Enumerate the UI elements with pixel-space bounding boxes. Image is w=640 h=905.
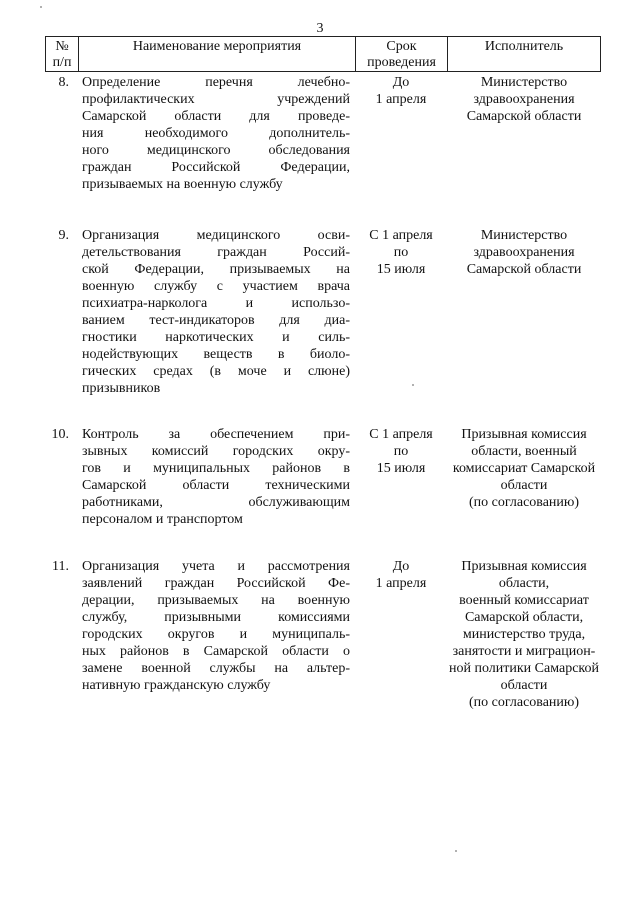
row-executor-line: области [500,478,548,493]
row-num: 9. [58,228,69,243]
row-name-line: ния необходимого дополнитель- [82,126,350,141]
row-name [82,74,350,193]
row-num: 8. [58,75,69,90]
row-name [82,227,350,397]
row-name-line: ного медицинского обследования [82,143,350,158]
row-name-line: призывников [82,381,161,396]
row-name-line: нодействующих веществ в биоло- [82,347,350,362]
row-name-line: детельствования граждан Россий- [82,245,350,260]
row-executor-line: области [500,678,548,693]
row-executor-line: Призывная комиссия [461,559,587,574]
row-term [355,558,447,592]
row-name-line: Самарской области техническими [82,478,350,493]
row-name-line: Самарской области для проведе- [82,109,350,124]
row-executor [447,558,601,711]
header-name-label: Наименование мероприятия [132,39,302,54]
row-executor-line: здравоохранения [473,245,575,260]
row-name-line: гов и муниципальных районов в [82,461,350,476]
row-term-line: До [392,75,410,90]
row-executor [447,426,601,511]
row-name-line: призываемых на военную службу [82,177,283,192]
row-term [355,426,447,477]
row-name-line: граждан Российской Федерации, [82,160,350,175]
row-term-line: С 1 апреля [369,228,433,243]
row-executor-line: министерство труда, [462,627,586,642]
header-term-line1: Срок [386,39,417,54]
row-executor-line: области, военный [471,444,577,459]
header-executor-label: Исполнитель [484,39,564,54]
row-executor-line: Самарской области, [464,610,584,625]
header-num-line1: № [55,39,69,54]
header-name [78,37,355,71]
row-num: 11. [52,559,69,574]
page-number: 3 [316,21,324,36]
row-term [355,227,447,278]
row-executor-line: области, [498,576,550,591]
row-term-line: 15 июля [376,262,426,277]
row-executor-line: здравоохранения [473,92,575,107]
row-term-line: 1 апреля [375,576,427,591]
row-executor-line: ной политики Самарской [448,661,599,676]
header-num [45,37,78,71]
row-name-line: работниками, обслуживающим [82,495,350,510]
row-name [82,558,350,694]
row-name-line: Контроль за обеспечением при- [82,427,350,442]
row-name-line: нативную гражданскую службу [82,678,271,693]
row-term-line: 1 апреля [375,92,427,107]
row-name-line: психиатра-нарколога и использо- [82,296,350,311]
row-executor-line: занятости и миграцион- [452,644,596,659]
row-term-line: по [393,444,409,459]
row-executor-line: Министерство [480,228,568,243]
row-executor-line: (по согласованию) [468,495,580,510]
row-name-line: Организация медицинского осви- [82,228,350,243]
row-term [355,74,447,108]
row-name-line: Организация учета и рассмотрения [82,559,350,574]
row-name-line: ных районов в Самарской области о [82,644,350,659]
row-name-line: профилактических учреждений [82,92,350,107]
header-executor [447,37,601,71]
scan-speck [40,6,42,8]
row-term-line: по [393,245,409,260]
header-term-line2: проведения [367,55,436,70]
row-executor-line: комиссариат Самарской [452,461,596,476]
row-name-line: ской Федерации, призываемых на [82,262,350,277]
row-name-line: ванием тест-индикаторов для диа- [82,313,350,328]
row-term-line: С 1 апреля [369,427,433,442]
header-term [355,37,447,71]
row-name-line: Определение перечня лечебно- [82,75,350,90]
row-name-line: гностики наркотических и силь- [82,330,350,345]
row-name-line: дерации, призываемых на военную [82,593,350,608]
row-executor-line: Министерство [480,75,568,90]
row-name-line: службу, призывными комиссиями [82,610,350,625]
row-executor-line: Самарской области [466,109,582,124]
row-name-line: замене военной службы на альтер- [82,661,350,676]
row-executor-line: военный комиссариат [459,593,589,608]
row-name-line: гических средах (в моче и слюне) [82,364,350,379]
scan-speck [455,850,457,852]
row-name-line: военную службу с участием врача [82,279,350,294]
table-header [45,36,601,72]
row-term-line: До [392,559,410,574]
row-executor-line: Самарской области [466,262,582,277]
row-name-line: городских округов и муниципаль- [82,627,350,642]
row-name [82,426,350,528]
row-executor [447,227,601,278]
row-executor-line: Призывная комиссия [461,427,587,442]
row-name-line: заявлений граждан Российской Фе- [82,576,350,591]
row-term-line: 15 июля [376,461,426,476]
row-executor [447,74,601,125]
row-executor-line: (по согласованию) [468,695,580,710]
header-num-line2: п/п [52,55,72,70]
row-name-line: зывных комиссий городских окру- [82,444,350,459]
scan-speck [412,384,414,386]
row-name-line: персоналом и транспортом [82,512,243,527]
row-num: 10. [51,427,69,442]
